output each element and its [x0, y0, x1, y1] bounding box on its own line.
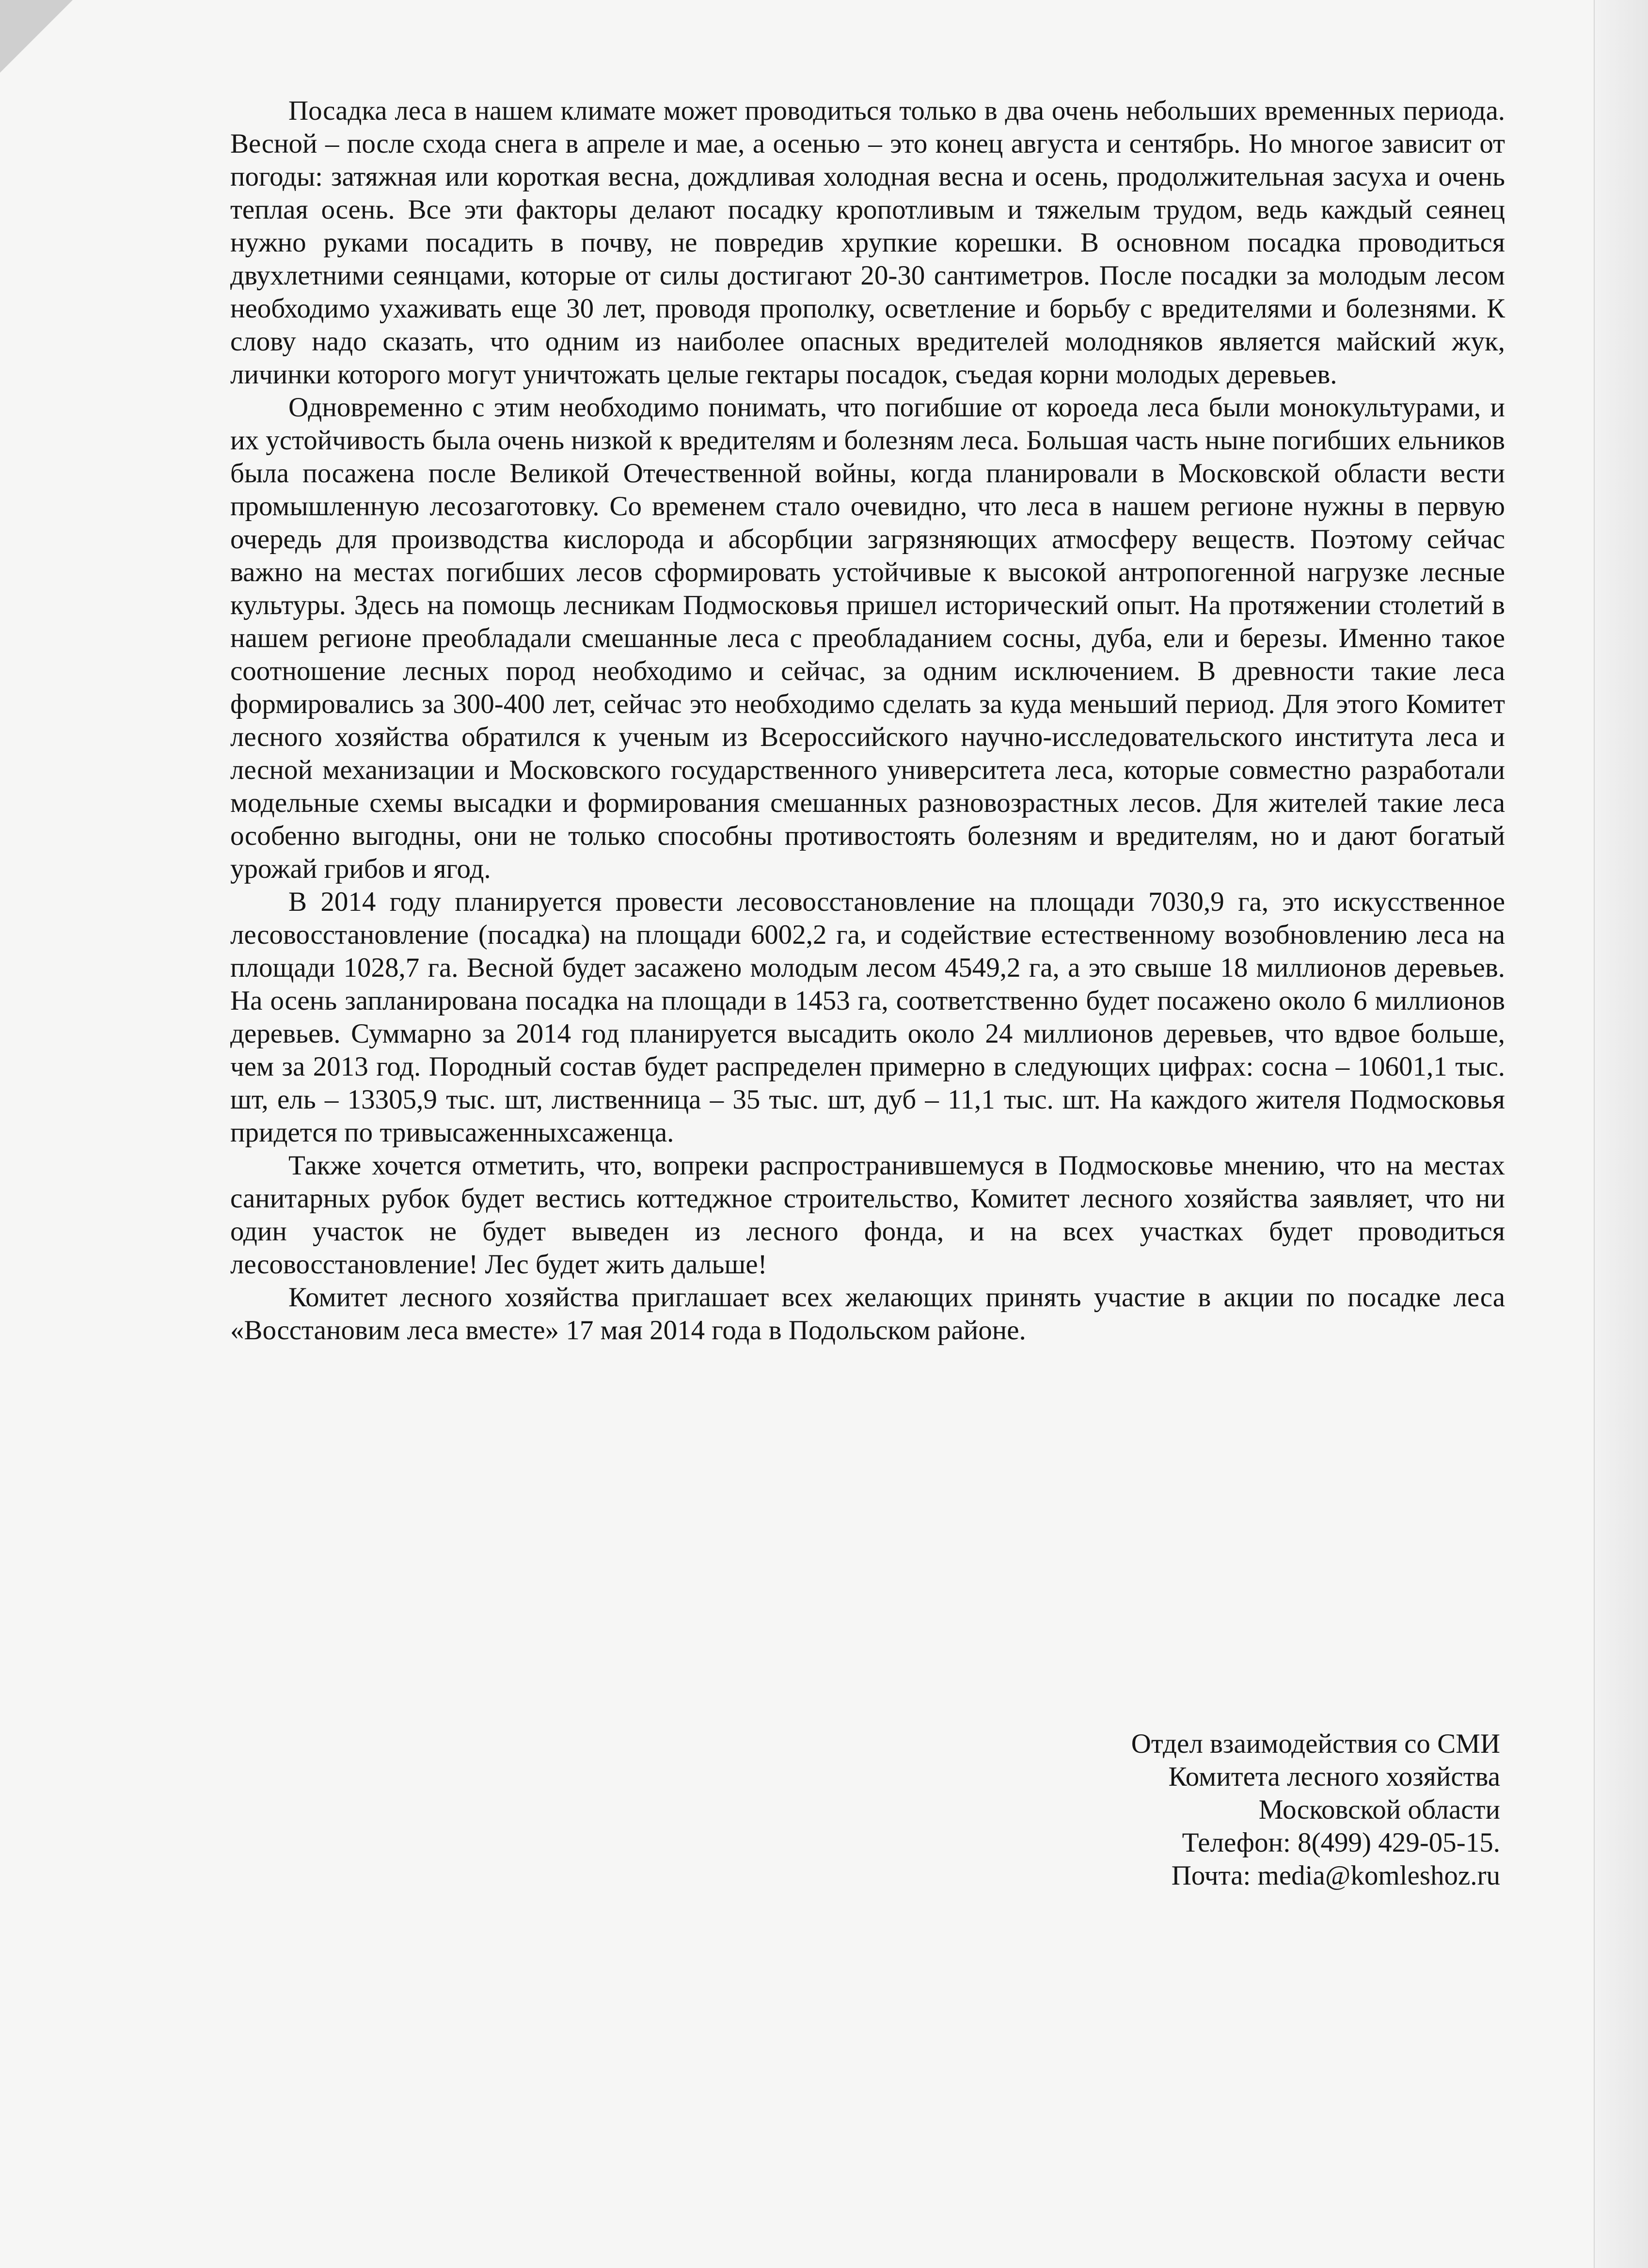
- folded-corner: [0, 0, 73, 73]
- paragraph-1: Посадка леса в нашем климате может проводиться только в два очень небольших временных периода. Весной – после схода снега в апреле и мае, а осенью – это конец августа и сентябрь. Но многое зависит от погоды: затяжная или короткая весна, дождливая холодная весна и осень, продолжительная засуха и очень теплая осень. Все эти факторы делают посадку кропотливым и тяжелым трудом, ведь каждый сеянец нужно руками посадить в почву, не повредив хрупкие корешки. В основном посадка проводиться двухлетними сеянцами, которые от силы достигают 20-30 сантиметров. После посадки за молодым лесом необходимо ухаживать еще 30 лет, проводя прополку, осветление и борьбу с вредителями и болезнями. К слову надо сказать, что одним из наиболее опасных вредителей молодняков является майский жук, личинки которого могут уничтожать целые гектары посадок, съедая корни молодых деревьев.: [230, 95, 1505, 390]
- body-text: [230, 95, 1505, 1347]
- signature-block: [725, 1728, 1500, 1892]
- signature-phone: Телефон: 8(499) 429-05-15.: [1182, 1827, 1500, 1858]
- signature-region: Московской области: [1258, 1794, 1500, 1825]
- signature-department: Отдел взаимодействия со СМИ: [1131, 1729, 1500, 1759]
- paragraph-4: Также хочется отметить, что, вопреки распространившемуся в Подмосковье мнению, что на местах санитарных рубок будет вестись коттеджное строительство, Комитет лесного хозяйства заявляет, что ни один участок не будет выведен из лесного фонда, и на всех участках будет проводиться лесовосстановление! Лес будет жить дальше!: [230, 1150, 1505, 1280]
- page-right-edge: [1594, 0, 1648, 2268]
- paragraph-5: Комитет лесного хозяйства приглашает всех желающих принять участие в акции по посадке леса «Восстановим леса вместе» 17 мая 2014 года в Подольском районе.: [230, 1282, 1505, 1346]
- signature-committee: Комитета лесного хозяйства: [1168, 1761, 1500, 1792]
- signature-email: Почта: media@komleshoz.ru: [1171, 1860, 1500, 1891]
- paragraph-2: Одновременно с этим необходимо понимать, что погибшие от короеда леса были монокультурами, и их устойчивость была очень низкой к вредителям и болезням леса. Большая часть ныне погибших ельников была посажена после Великой Отечественной войны, когда планировали в Московской области вести промышленную лесозаготовку. Со временем стало очевидно, что леса в нашем регионе нужны в первую очередь для производства кислорода и абсорбции загрязняющих атмосферу веществ. Поэтому сейчас важно на местах погибших лесов сформировать устойчивые к высокой антропогенной нагрузке лесные культуры. Здесь на помощь лесникам Подмосковья пришел исторический опыт. На протяжении столетий в нашем регионе преобладали смешанные леса с преобладанием сосны, дуба, ели и березы. Именно такое соотношение лесных пород необходимо и сейчас, за одним исключением. В древности такие леса формировались за 300-400 лет, сейчас это необходимо сделать за куда меньший период. Для этого Комитет лесного хозяйства обратился к ученым из Всероссийского научно-исследовательского института леса и лесной механизации и Московского государственного университета леса, которые совместно разработали модельные схемы высадки и формирования смешанных разновозрастных лесов. Для жителей такие леса особенно выгодны, они не только способны противостоять болезням и вредителям, но и дают богатый урожай грибов и ягод.: [230, 392, 1505, 884]
- paragraph-3: В 2014 году планируется провести лесовосстановление на площади 7030,9 га, это искусственное лесовосстановление (посадка) на площади 6002,2 га, и содействие естественному возобновлению леса на площади 1028,7 га. Весной будет засажено молодым лесом 4549,2 га, а это свыше 18 миллионов деревьев. На осень запланирована посадка на площади в 1453 га, соответственно будет посажено около 6 миллионов деревьев. Суммарно за 2014 год планируется высадить около 24 миллионов деревьев, что вдвое больше, чем за 2013 год. Породный состав будет распределен примерно в следующих цифрах: сосна – 10601,1 тыс. шт, ель – 13305,9 тыс. шт, лиственница – 35 тыс. шт, дуб – 11,1 тыс. шт. На каждого жителя Подмосковья придется по тривысаженныхсаженца.: [230, 887, 1505, 1148]
